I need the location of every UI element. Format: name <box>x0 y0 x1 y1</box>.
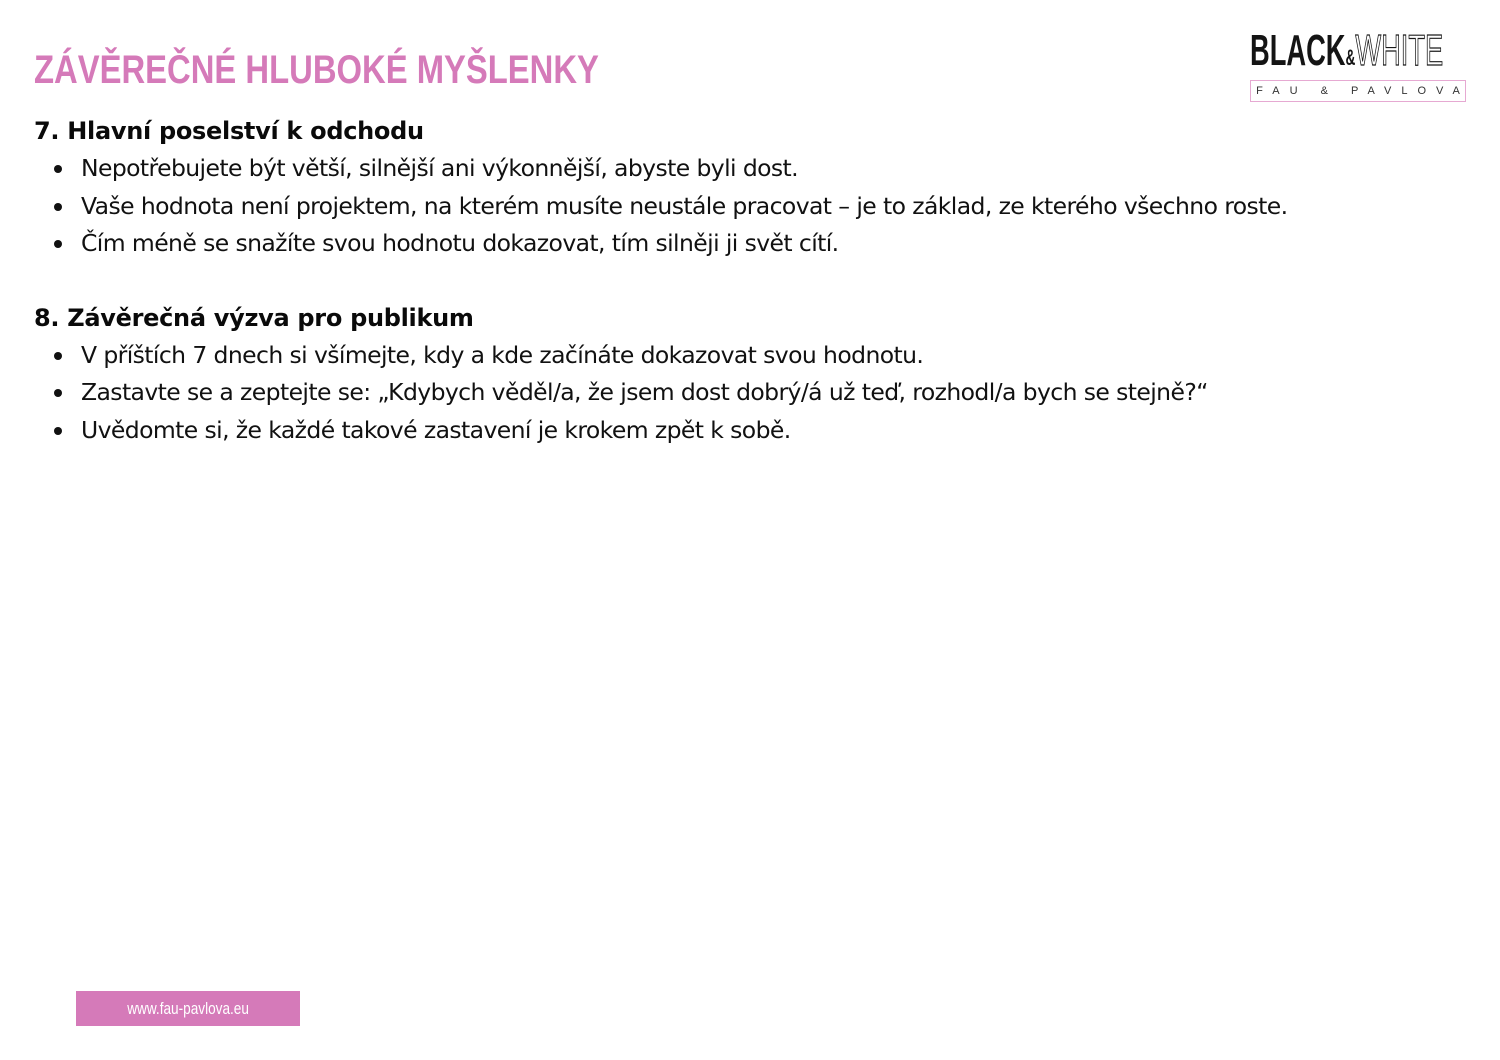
bullet-icon <box>54 165 62 173</box>
footer-url-badge[interactable] <box>76 991 300 1026</box>
bullet-list <box>34 337 1414 450</box>
list-item-text: Nepotřebujete být větší, silnější ani výkonnější, abyste byli dost. <box>81 154 799 182</box>
bullet-icon <box>54 352 62 360</box>
list-item <box>34 374 1414 412</box>
bullet-icon <box>54 427 62 435</box>
bullet-list <box>34 150 1414 263</box>
logo-wordmark <box>1250 26 1444 75</box>
bullet-icon <box>54 389 62 397</box>
logo-subtitle: FAU & PAVLOVA <box>1256 85 1470 97</box>
logo-word-black: BLACK <box>1250 26 1346 75</box>
logo-ampersand: & <box>1345 45 1356 70</box>
section-main-message <box>34 113 1414 263</box>
section-heading: 8. Závěrečná výzva pro publikum <box>34 303 474 332</box>
list-item-text: Uvědomte si, že každé takové zastavení je krokem zpět k sobě. <box>81 415 791 444</box>
list-item-text: Čím méně se snažíte svou hodnotu dokazovat, tím silněji ji svět cítí. <box>81 229 839 257</box>
list-item <box>34 225 1414 263</box>
list-item-text: Vaše hodnota není projektem, na kterém musíte neustále pracovat – je to základ, ze kterého všechno roste. <box>81 191 1288 220</box>
bullet-icon <box>54 203 62 211</box>
list-item <box>34 150 1414 188</box>
main-content <box>34 113 1414 486</box>
bullet-icon <box>54 240 62 248</box>
list-item-text: Zastavte se a zeptejte se: „Kdybych věděl/a, že jsem dost dobrý/á už teď, rozhodl/a bych se stejně?“ <box>81 378 1208 406</box>
footer-url-link[interactable]: www.fau-pavlova.eu <box>127 998 249 1018</box>
section-final-challenge <box>34 300 1414 450</box>
brand-logo <box>1250 28 1470 106</box>
logo-subtitle-box <box>1250 80 1470 102</box>
logo-word-white: WHITE <box>1355 26 1444 75</box>
list-item <box>34 412 1414 450</box>
list-item-text: V příštích 7 dnech si všímejte, kdy a kde začínáte dokazovat svou hodnotu. <box>81 340 924 369</box>
list-item <box>34 188 1414 226</box>
list-item <box>34 337 1414 375</box>
section-heading: 7. Hlavní poselství k odchodu <box>34 117 424 145</box>
page-title: ZÁVĚREČNÉ HLUBOKÉ MYŠLENKY <box>34 48 599 92</box>
